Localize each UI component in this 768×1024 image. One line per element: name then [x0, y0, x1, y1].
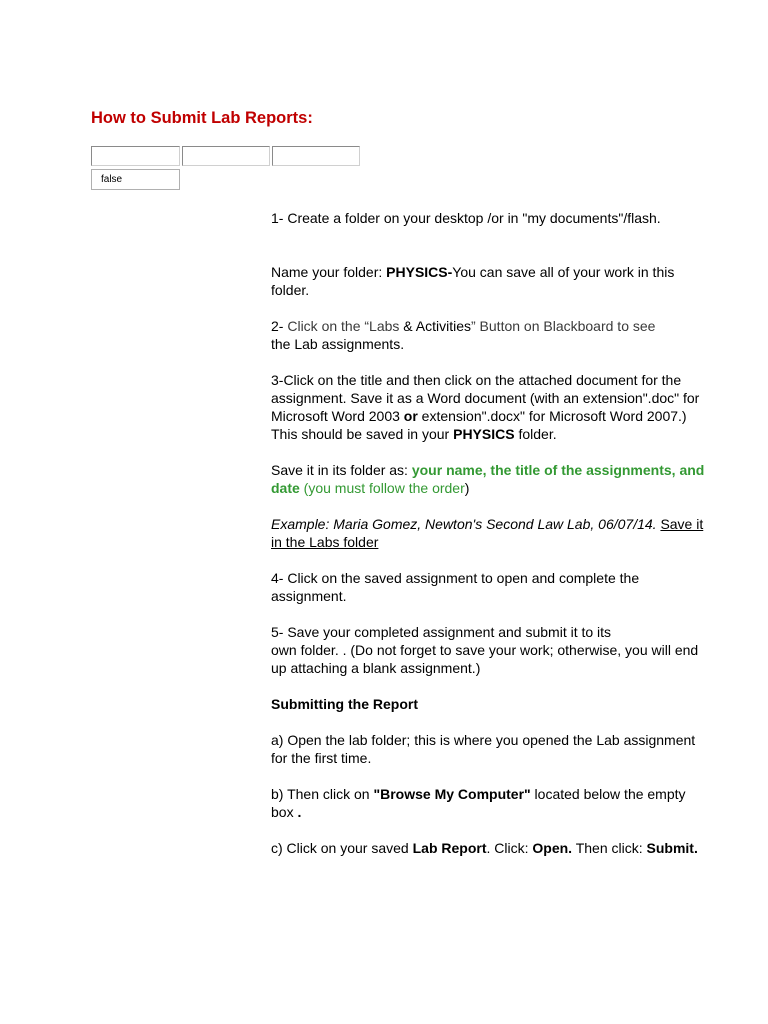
form-field-2[interactable]: [182, 146, 270, 166]
form-field-3[interactable]: [272, 146, 360, 166]
save-prefix: Save it in its folder as:: [271, 462, 412, 478]
step-2-amp: &: [403, 318, 416, 334]
submit-b-prefix: b) Then click on: [271, 786, 374, 802]
step-3-or: or: [403, 408, 418, 424]
folder-name-instruction: [271, 263, 711, 299]
open-bold: Open.: [532, 840, 573, 856]
example: [271, 515, 711, 551]
step-4: 4- Click on the saved assignment to open and complete the assignment.: [271, 570, 640, 604]
submit-b-mid: located below the empty box: [271, 786, 686, 820]
step-3-physics: PHYSICS: [453, 426, 515, 442]
step-3: [271, 371, 711, 443]
step-3-text-b: extension".docx" for Microsoft Word 2007.) This should be saved in your: [271, 408, 687, 442]
step-5-line2: own folder. . (Do not forget to save your work; otherwise, you will end up attaching a blank assignment.): [271, 642, 699, 676]
submit-b-dot: .: [297, 804, 302, 820]
submitting-heading: Submitting the Report: [271, 696, 418, 712]
step-2-tail: the Lab assignments.: [271, 336, 405, 352]
lab-report-bold: Lab Report: [412, 840, 487, 856]
step-2: [271, 317, 711, 353]
save-close-paren: ): [464, 480, 470, 496]
folder-prefix: Name your folder:: [271, 264, 387, 280]
step-3-text-c: folder.: [514, 426, 557, 442]
step-2-number: 2-: [271, 318, 288, 334]
submit-c-mid2: Then click:: [572, 840, 647, 856]
step-1: 1- Create a folder on your desktop /or in "my documents"/flash.: [271, 210, 661, 226]
step-2-click: Click on the “Labs: [287, 318, 404, 334]
step-2-activities: Activities: [415, 318, 471, 334]
save-format-bold: your name, the title of the assignments, and date: [271, 462, 705, 496]
example-underline: Save it in the Labs folder: [271, 516, 704, 550]
folder-name-bold: PHYSICS-: [386, 264, 453, 280]
submit-step-a: a) Open the lab folder; this is where you opened the Lab assignment for the first time.: [271, 732, 696, 766]
page-title: How to Submit Lab Reports:: [91, 109, 313, 127]
submit-bold: Submit.: [646, 840, 698, 856]
submit-step-c: [271, 839, 711, 857]
submit-c-prefix: c) Click on your saved: [271, 840, 413, 856]
browse-my-computer: "Browse My Computer": [373, 786, 531, 802]
submit-step-b: [271, 785, 711, 821]
submit-c-mid: . Click:: [486, 840, 533, 856]
instructions-body: [271, 209, 711, 857]
step-5-line1: 5- Save your completed assignment and submit it to its: [271, 624, 612, 640]
example-italic: Example: Maria Gomez, Newton's Second Law Lab, 06/07/14.: [271, 516, 657, 532]
save-instruction: [271, 461, 711, 497]
step-3-text-a: 3-Click on the title and then click on the attached document for the assignment. Save it as a Word document (with an extension".doc" for Microsoft Word 2003: [271, 372, 700, 424]
false-value-field[interactable]: false: [91, 169, 180, 190]
folder-suffix: You can save all of your work in this folder.: [271, 264, 675, 298]
step-2-button: ” Button on Blackboard to see: [471, 318, 656, 334]
step-5: [271, 623, 711, 677]
form-field-1[interactable]: [91, 146, 180, 166]
save-format-note: (you must follow the order: [299, 480, 465, 496]
